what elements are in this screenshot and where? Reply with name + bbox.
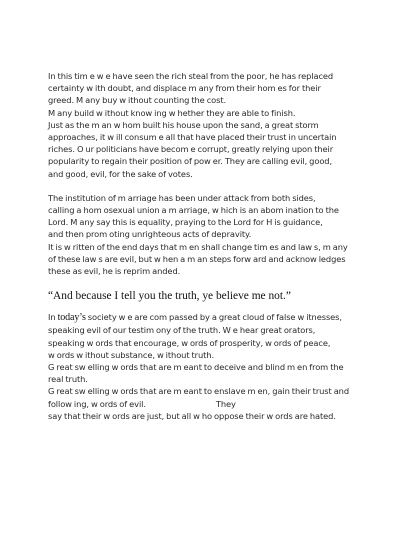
paragraph-spacer	[48, 277, 384, 289]
paragraph-false-witnesses	[48, 311, 384, 422]
text-line: G reat sw elling w ords that are m eant to enslave m en, gain their trust and	[48, 386, 350, 397]
text-line: The institution of m arriage has been under attack from both sides,	[48, 192, 316, 203]
text-line: G reat sw elling w ords that are m eant to deceive and blind m en from the	[48, 362, 344, 373]
text-line: riches. O ur politicians have becom e corrupt, greatly relying upon their	[48, 144, 334, 155]
text-line	[48, 398, 384, 410]
text-line: greed. M any buy w ithout counting the cost.	[48, 95, 227, 106]
text-line: calling a hom osexual union a m arriage, w hich is an abom ination to the	[48, 205, 339, 216]
text-line: Just as the m an w hom built his house upon the sand, a great storm	[48, 119, 319, 130]
scripture-quote: “And because I tell you the truth, ye believe me not.”	[48, 290, 291, 303]
text-line: popularity to regain their position of pow er. They are calling evil, good,	[48, 156, 333, 167]
text-line	[48, 311, 384, 324]
paragraph-marriage	[48, 192, 384, 277]
text-line: say that their w ords are just, but all w ho oppose their w ords are hated.	[48, 410, 336, 421]
text-line: It is w ritten of the end days that m en shall change tim es and law s, m any	[48, 241, 348, 252]
text-line: and then prom oting unrighteous acts of depravity.	[48, 229, 252, 240]
text-fragment: follow ing, w ords of evil.	[48, 398, 146, 409]
text-line: real truth.	[48, 374, 88, 385]
text-line: In this tim e w e have seen the rich steal from the poor, he has replaced	[48, 71, 334, 81]
text-line: speaking w ords that encourage, w ords of prosperity, w ords of peace,	[48, 337, 331, 348]
text-line: of these law s are evil, but w hen a m an steps forw ard and acknow ledges	[48, 253, 346, 264]
text-line: these as evil, he is reprim anded.	[48, 266, 181, 277]
text-line: approaches, it w ill consum e all that have placed their trust in uncertain	[48, 132, 337, 143]
paragraph-spacer	[48, 303, 384, 311]
text-line: and good, evil, for the sake of votes.	[48, 168, 193, 179]
paragraph-rich-and-poor	[48, 70, 384, 180]
today-word: today’s	[57, 312, 86, 324]
document-body	[48, 70, 384, 422]
text-line: Lord. M any say this is equality, praying to the Lord for H is guidance,	[48, 217, 323, 228]
text-fragment: They	[215, 398, 236, 409]
text-line: certainty w ith doubt, and displace m any from their hom es for their	[48, 83, 321, 94]
text-line: speaking evil of our testim ony of the truth. W e hear great orators,	[48, 325, 316, 336]
paragraph-spacer	[48, 180, 384, 192]
text-fragment: In	[48, 312, 56, 323]
text-line: w ords w ithout substance, w ithout truth.	[48, 349, 215, 360]
text-line: M any build w ithout know ing w hether they are able to finish.	[48, 107, 296, 118]
text-fragment: society w e are com passed by a great cloud of false w itnesses,	[87, 312, 342, 323]
